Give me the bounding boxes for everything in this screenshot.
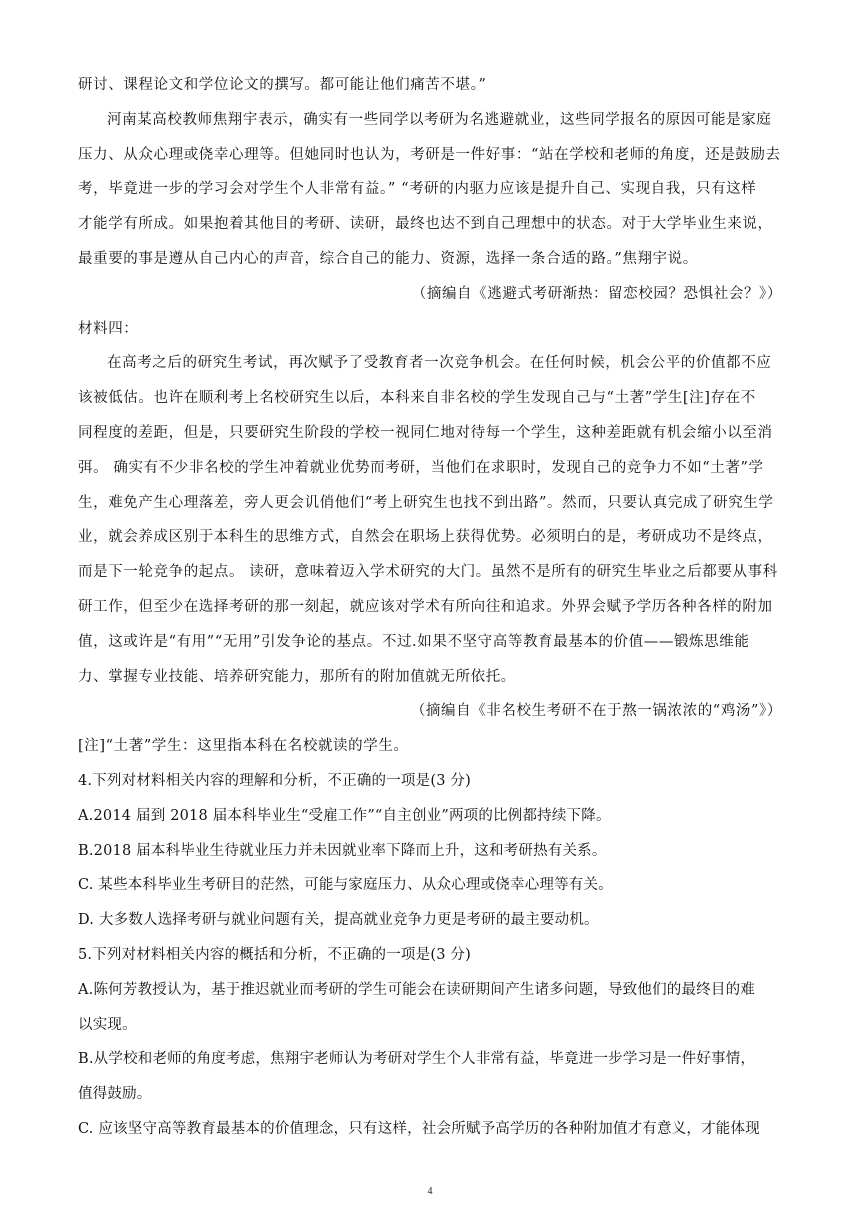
answer-option: D. 大多数人选择考研与就业问题有关，提高就业竞争力更是考研的最主要动机。 (78, 912, 599, 929)
text-line: 生，难免产生心理落差，旁人更会讥俏他们“考上研究生也找不到出路”。然而，只要认真完成了研究生学 (78, 494, 774, 511)
answer-option: A.2014 届到 2018 届本科毕业生“受雇工作”“自主创业”两项的比例都持续下降。 (78, 807, 611, 824)
text-line: 河南某高校教师焦翔宇表示，确实有一些同学以考研为名逃避就业，这些同学报名的原因可能是家庭 (107, 111, 772, 128)
answer-option: C. 应该坚守高等教育最基本的价值理念，只有这样，社会所赋予高学历的各种附加值才有意义，才能体现 (78, 1120, 760, 1137)
text-line: 考，毕竟进一步的学习会对学生个人非常有益。” “考研的内驱力应该是提升自己、实现自我，只有这样 (78, 181, 757, 198)
text-line: 研工作，但至少在选择考研的那一刻起，就应该对学术有所向往和追求。外界会赋予学历各种各样的附加 (78, 598, 773, 615)
answer-option: B.从学校和老师的角度考虑，焦翔宇老师认为考研对学生个人非常有益，毕竟进一步学习是一件好事情， (78, 1051, 756, 1068)
text-line: 而是下一轮竞争的起点。 读研，意味着迈入学术研究的大门。虽然不是所有的研究生毕业之后都要从事科 (78, 564, 778, 581)
question-stem: 5.下列对材料相关内容的概括和分析，不正确的一项是(3 分) (78, 946, 471, 963)
answer-option-continuation: 以实现。 (78, 1016, 137, 1033)
text-line: 同程度的差距，但是，只要研究生阶段的学校一视同仁地对待每一个学生，这种差距就有机会缩小以至消 (78, 424, 773, 441)
page-number: 4 (427, 1186, 433, 1197)
question-stem: 4.下列对材料相关内容的理解和分析，不正确的一项是(3 分) (78, 772, 471, 789)
text-line: 研讨、课程论文和学位论文的撰写。都可能让他们痛苦不堪。” (78, 77, 487, 93)
text-line: 才能学有所成。如果抱着其他目的考研、读研，最终也达不到自己理想中的状态。对于大学毕业生来说， (78, 216, 773, 233)
text-line: 弭。 确实有不少非名校的学生冲着就业优势而考研，当他们在求职时，发现自己的竞争力不如“土著”学 (78, 459, 764, 476)
document-body (78, 68, 782, 1147)
text-line: 力、掌握专业技能、培养研究能力，那所有的附加值就无所依托。 (78, 668, 516, 685)
answer-option: C. 某些本科毕业生考研目的茫然，可能与家庭压力、从众心理或侥幸心理等有关。 (78, 877, 613, 894)
text-line: 在高考之后的研究生考试，再次赋予了受教育者一次竞争机会。在任何时候，机会公平的价值都不应 (107, 355, 772, 372)
section-heading: 材料四： (78, 320, 139, 337)
answer-option: B.2018 届本科毕业生待就业压力并未因就业率下降而上升，这和考研热有关系。 (78, 842, 607, 859)
text-line: 最重要的事是遵从自己内心的声音，综合自己的能力、资源，选择一条合适的路。”焦翔宇说。 (78, 250, 698, 267)
text-line: 压力、从众心理或侥幸心理等。但她同时也认为，考研是一件好事：“站在学校和老师的角度，还是鼓励去 (78, 146, 781, 163)
text-line: 值，这或许是“有用”“无用”引发争论的基点。不过.如果不坚守高等教育最基本的价值——锻炼思维能 (78, 633, 750, 650)
answer-option-continuation: 值得鼓励。 (78, 1086, 152, 1103)
source-citation: （摘编自《非名校生考研不在于熬一锅浓浓的“鸡汤”》） (410, 703, 782, 720)
footnote: [注]“土著”学生：这里指本科在名校就读的学生。 (78, 738, 409, 755)
source-citation: （摘编自《逃避式考研渐热：留恋校园？恐惧社会？》） (411, 285, 782, 302)
answer-option: A.陈何芳教授认为，基于推迟就业而考研的学生可能会在读研期间产生诸多问题，导致他们的最终目的难 (78, 981, 755, 998)
text-line: 该被低估。也许在顺利考上名校研究生以后，本科来自非名校的学生发现自己与“土著”学生[注]存在不 (78, 390, 756, 407)
text-line: 业，就会养成区别于本科生的思维方式，自然会在职场上获得优势。必须明白的是，考研成功不是终点， (78, 529, 773, 546)
